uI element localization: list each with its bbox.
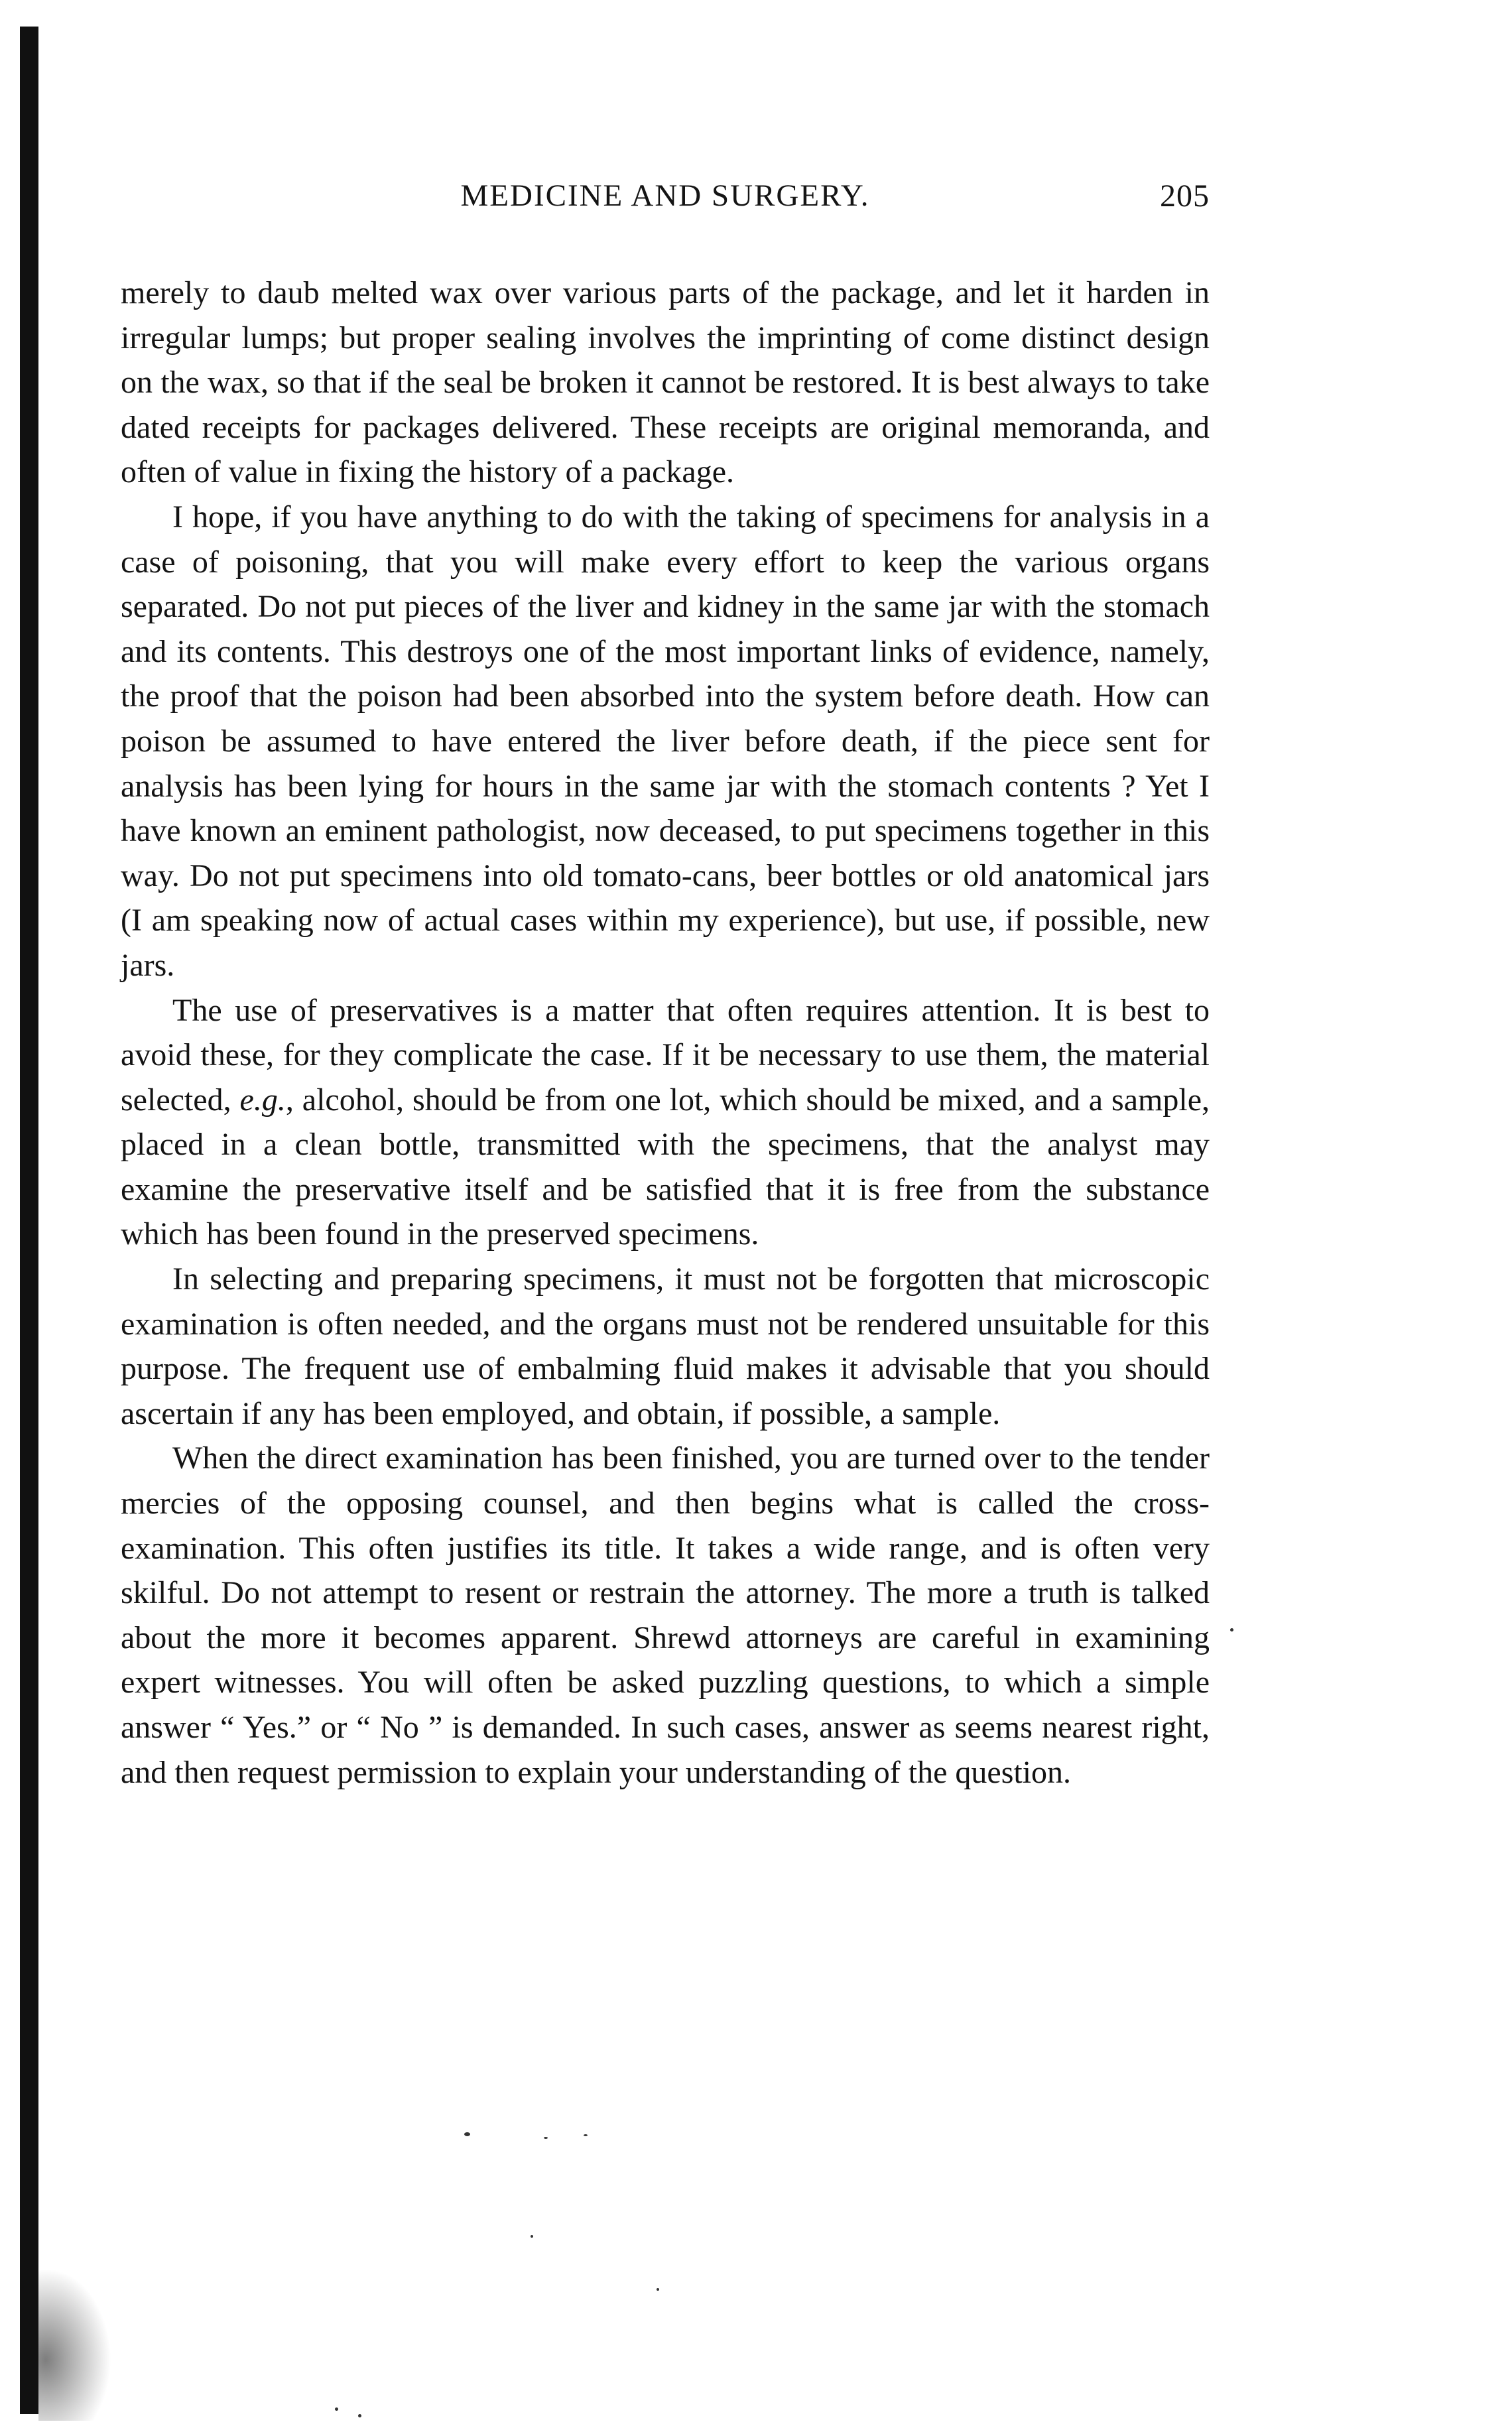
paragraph-text: In selecting and preparing specimens, it must not be forgotten that microscopic examination is often needed, and the organs must not be rendered unsuitable for this purpose. The frequent use of embalming fluid makes it advisable that you should ascertain if any has been employed, and obtain, if possible, a sample.: [121, 1261, 1210, 1431]
scan-speck: [657, 2288, 659, 2291]
scan-speck: [358, 2414, 361, 2417]
paragraph: [121, 271, 1210, 495]
page-number: 205: [1160, 178, 1210, 214]
paragraph-text: I hope, if you have anything to do with the taking of specimens for analysis in a case of poisoning, that you will make every effort to keep the various organs separated. Do not put pieces of the liver and kidney in the same jar with the stomach and its contents. This destroys one of the most important links of evidence, namely, the proof that the poison had been absorbed into the system before death. How can poison be assumed to have entered the liver before death, if the piece sent for analysis has been lying for hours in the same jar with the stomach contents ? Yet I have known an eminent pathologist, now deceased, to put specimens together in this way. Do not put specimens into old tomato-cans, beer bottles or old anatomical jars (I am speaking now of actual cases within my experience), but use, if possible, new jars.: [121, 499, 1210, 983]
paragraph: [121, 1257, 1210, 1436]
italic-abbreviation: e.g.: [239, 1082, 286, 1118]
book-page: [121, 178, 1210, 1795]
paragraph-text: When the direct examination has been finished, you are turned over to the tender mercies of the opposing counsel, and then begins what is called the cross-examination. This often justifies its title. It takes a wide range, and is often very skilful. Do not attempt to resent or restrain the attorney. The more a truth is talked about the more it becomes apparent. Shrewd attorneys are careful in examining expert witnesses. You will often be asked puzzling questions, to which a simple answer “ Yes.” or “ No ” is demanded. In such cases, answer as seems nearest right, and then request permission to explain your understanding of the question.: [121, 1441, 1210, 1790]
running-head: [121, 178, 1210, 231]
scan-smudge: [38, 2268, 111, 2421]
paragraph-text: The use of preservatives is a matter that often requires attention. It is best to avoid these, for they complicate the case. If it be necessary to use them, the material selected,: [121, 992, 1210, 1118]
paragraph-text: merely to daub melted wax over various parts of the package, and let it harden in irregular lumps; but proper sealing involves the imprinting of come distinct design on the wax, so that if the seal be broken it cannot be restored. It is best always to take dated receipts for packages delivered. These receipts are original memoranda, and often of value in fixing the history of a package.: [121, 275, 1210, 490]
paragraph: [121, 988, 1210, 1257]
running-head-title: MEDICINE AND SURGERY.: [460, 178, 870, 213]
scan-speck: [335, 2407, 338, 2411]
scan-speck: [584, 2134, 588, 2136]
scan-speck: [464, 2132, 470, 2136]
scan-binding-edge: [20, 27, 38, 2414]
paragraph: [121, 495, 1210, 988]
paragraph: [121, 1436, 1210, 1795]
scan-speck: [1230, 1628, 1233, 1632]
scan-speck: [544, 2137, 548, 2139]
body-text: [121, 271, 1210, 1795]
scan-speck: [531, 2235, 533, 2238]
paragraph-text: , alcohol, should be from one lot, which should be mixed, and a sample, placed in a clean bottle, transmitted with the specimens, that the analyst may examine the preservative itself and be satisfied that it is free from the substance which has been found in the preserved specimens.: [121, 1082, 1210, 1252]
